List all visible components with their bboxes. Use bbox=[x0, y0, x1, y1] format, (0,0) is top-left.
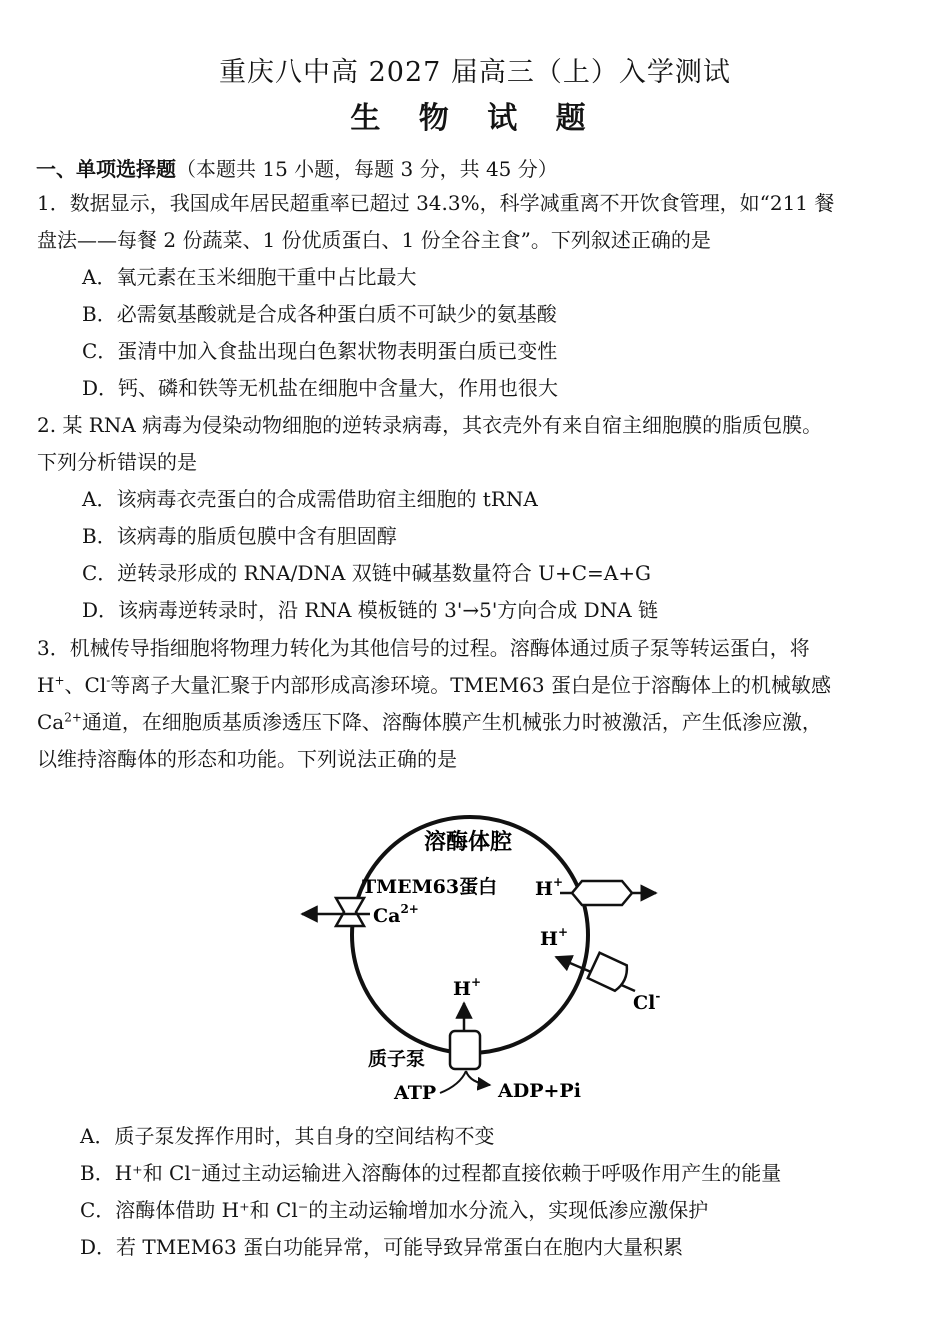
q3-stem-line3-rest: 通道，在细胞质基质渗透压下降、溶酶体膜产生机械张力时被激活，产生低渗应激， bbox=[81, 710, 822, 734]
lysosome-diagram bbox=[290, 795, 690, 1115]
q3-stem-line2-rest: 等离子大量汇聚于内部形成高渗环境。TMEM63 蛋白是位于溶酶体上的机械敏感 bbox=[110, 673, 831, 697]
atp-line bbox=[440, 1071, 466, 1093]
adp-label: ADP+Pi bbox=[498, 1080, 581, 1102]
q3-option-b: B．H⁺和 Cl⁻通过主动运输进入溶酶体的过程都直接依赖于呼吸作用产生的能量 bbox=[80, 1161, 782, 1185]
q3-option-d: D．若 TMEM63 蛋白功能异常，可能导致异常蛋白在胞内大量积累 bbox=[80, 1235, 684, 1259]
adp-arrow bbox=[466, 1071, 490, 1085]
cl-ion-charge: - bbox=[106, 673, 111, 688]
h-label-right: H+ bbox=[540, 925, 569, 950]
q2-option-c: C．逆转录形成的 RNA/DNA 双链中碱基数量符合 U+C=A+G bbox=[82, 561, 651, 585]
q3-option-c: C．溶酶体借助 H⁺和 Cl⁻的主动运输增加水分流入，实现低渗应激保护 bbox=[80, 1198, 709, 1222]
q1-option-b: B．必需氨基酸就是合成各种蛋白质不可缺少的氨基酸 bbox=[82, 302, 557, 326]
proton-pump-label: 质子泵 bbox=[368, 1048, 426, 1070]
subject-title: 生 物 试 题 bbox=[350, 101, 600, 136]
tmem63-label: TMEM63蛋白 bbox=[362, 876, 498, 898]
q1-option-d: D．钙、磷和铁等无机盐在细胞中含量大，作用也很大 bbox=[82, 376, 559, 400]
atp-label: ATP bbox=[394, 1082, 437, 1104]
ca-ion-text: Ca bbox=[37, 710, 65, 734]
q1-stem-line1: 1．数据显示，我国成年居民超重率已超过 34.3%，科学减重离不开饮食管理，如“211 餐 bbox=[37, 191, 835, 215]
section-heading-label: 一、单项选择题 bbox=[36, 157, 176, 181]
section-heading-note: （本题共 15 小题，每题 3 分，共 45 分） bbox=[176, 157, 558, 181]
section-heading bbox=[36, 153, 558, 182]
q2-option-a: A．该病毒衣壳蛋白的合成需借助宿主细胞的 tRNA bbox=[82, 487, 538, 511]
q1-stem-line2: 盘法——每餐 2 份蔬菜、1 份优质蛋白、1 份全谷主食”。下列叙述正确的是 bbox=[37, 228, 711, 252]
q2-option-b: B．该病毒的脂质包膜中含有胆固醇 bbox=[82, 524, 397, 548]
q2-stem-line1: 2. 某 RNA 病毒为侵染动物细胞的逆转录病毒，其衣壳外有来自宿主细胞膜的脂质包膜。 bbox=[37, 413, 823, 437]
hexagon-transporter-icon bbox=[572, 881, 632, 905]
exam-title: 重庆八中高 2027 届高三（上）入学测试 bbox=[219, 57, 731, 88]
tmem63-channel-icon bbox=[336, 898, 364, 926]
h-label-pump: H+ bbox=[453, 975, 482, 1000]
q2-option-d: D．该病毒逆转录时，沿 RNA 模板链的 3'→5'方向合成 DNA 链 bbox=[82, 598, 659, 622]
proton-pump-icon bbox=[450, 1031, 480, 1069]
q2-stem-line2: 下列分析错误的是 bbox=[37, 450, 197, 474]
q3-stem-line1: 3．机械传导指细胞将物理力转化为其他信号的过程。溶酶体通过质子泵等转运蛋白，将 bbox=[37, 636, 810, 660]
h-ion-text: H bbox=[37, 673, 55, 697]
h-label-top: H+ bbox=[535, 875, 564, 900]
h-ion-charge: + bbox=[54, 673, 65, 688]
ca-ion-charge: 2+ bbox=[64, 710, 82, 725]
q3-stem-line2 bbox=[37, 671, 831, 699]
q1-option-c: C．蛋清中加入食盐出现白色絮状物表明蛋白质已变性 bbox=[82, 339, 558, 363]
ca-label: $Ca^{2+}$ bbox=[373, 902, 419, 927]
cl-ion-text: 、Cl bbox=[64, 673, 107, 697]
q3-stem-line4: 以维持溶酶体的形态和功能。下列说法正确的是 bbox=[37, 747, 457, 771]
q3-stem-line3 bbox=[37, 708, 822, 736]
q3-option-a: A．质子泵发挥作用时，其自身的空间结构不变 bbox=[80, 1124, 495, 1148]
q1-option-a: A．氧元素在玉米细胞干重中占比最大 bbox=[82, 265, 417, 289]
lumen-label: 溶酶体腔 bbox=[423, 829, 513, 855]
cl-label: Cl- bbox=[633, 989, 661, 1014]
